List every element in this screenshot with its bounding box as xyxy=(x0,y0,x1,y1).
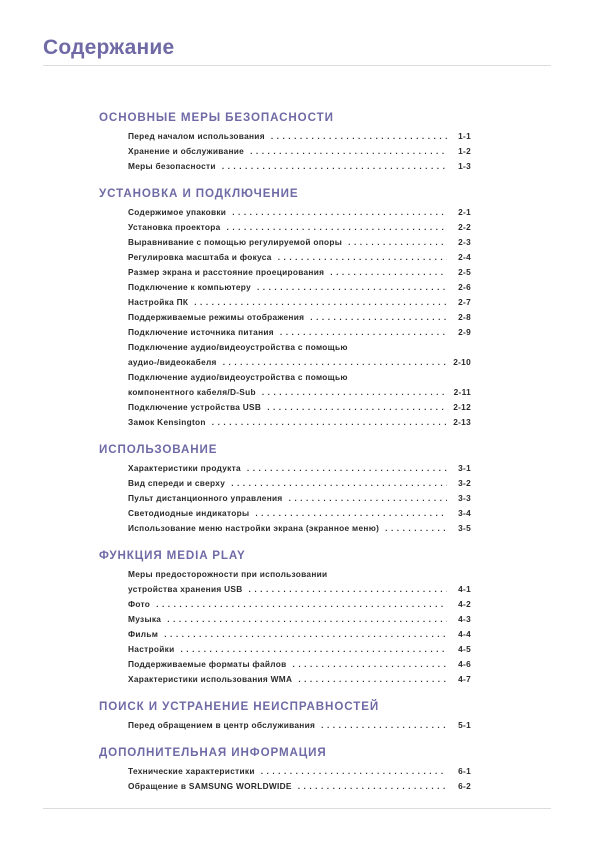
section-title[interactable]: ПОИСК И УСТРАНЕНИЕ НЕИСПРАВНОСТЕЙ xyxy=(99,700,380,713)
dot-leader xyxy=(257,280,447,295)
dot-leader xyxy=(271,129,447,144)
toc-entry-page: 3-2 xyxy=(458,478,471,488)
toc-entry-label: Пульт дистанционного управления xyxy=(128,493,283,503)
toc-entry[interactable] xyxy=(128,764,471,779)
toc-entry-page: 4-6 xyxy=(458,659,471,669)
toc-entry[interactable] xyxy=(128,718,471,733)
toc-entry[interactable] xyxy=(128,220,471,235)
toc-entry-page: 2-3 xyxy=(458,237,471,247)
toc-entry[interactable] xyxy=(128,476,471,491)
toc-entry-label: аудио-/видеокабеля xyxy=(128,357,217,367)
toc-entry-page: 2-12 xyxy=(453,402,471,412)
toc-entry-page: 2-11 xyxy=(453,387,471,397)
toc-entry[interactable] xyxy=(128,370,471,385)
toc-entry[interactable] xyxy=(128,415,471,430)
toc-entry[interactable] xyxy=(128,506,471,521)
toc-entry-label: Светодиодные индикаторы xyxy=(128,508,250,518)
section-entries xyxy=(99,567,471,687)
toc-entry[interactable] xyxy=(128,235,471,250)
toc-entry[interactable] xyxy=(128,627,471,642)
dot-leader xyxy=(298,779,447,794)
toc-entry-page: 4-2 xyxy=(458,599,471,609)
dot-leader xyxy=(227,220,447,235)
toc-entry[interactable] xyxy=(128,597,471,612)
dot-leader xyxy=(212,415,447,430)
dot-leader xyxy=(255,506,447,521)
section-title[interactable]: ОСНОВНЫЕ МЕРЫ БЕЗОПАСНОСТИ xyxy=(99,111,334,124)
toc-entry-label: Характеристики продукта xyxy=(128,463,241,473)
section-title[interactable]: УСТАНОВКА И ПОДКЛЮЧЕНИЕ xyxy=(99,187,299,200)
toc-entry-label: Обращение в SAMSUNG WORLDWIDE xyxy=(128,781,292,791)
dot-leader xyxy=(250,144,447,159)
toc-entry-label: Подключение источника питания xyxy=(128,327,274,337)
toc-entry-label: Использование меню настройки экрана (экранное меню) xyxy=(128,523,380,533)
dot-leader xyxy=(249,582,447,597)
toc-entry[interactable] xyxy=(128,400,471,415)
toc-entry-label: Содержимое упаковки xyxy=(128,207,227,217)
toc-entry[interactable] xyxy=(128,672,471,687)
dot-leader xyxy=(194,295,447,310)
toc-entry-label: Фото xyxy=(128,599,151,609)
toc-entry[interactable] xyxy=(128,144,471,159)
toc-entry[interactable] xyxy=(128,310,471,325)
toc-entry-page: 2-2 xyxy=(458,222,471,232)
toc-entry-label: Выравнивание с помощью регулируемой опоры xyxy=(128,237,343,247)
dot-leader xyxy=(293,657,447,672)
toc-entry-label: Вид спереди и сверху xyxy=(128,478,226,488)
toc-entry-page: 4-7 xyxy=(458,674,471,684)
toc-entry-label: Характеристики использования WMA xyxy=(128,674,293,684)
toc-entry[interactable] xyxy=(128,491,471,506)
toc-entry-label: Поддерживаемые режимы отображения xyxy=(128,312,305,322)
toc-entry-label: Поддерживаемые форматы файлов xyxy=(128,659,287,669)
toc-entry-page: 2-4 xyxy=(458,252,471,262)
toc-entry-page: 6-2 xyxy=(458,781,471,791)
toc-section xyxy=(99,186,471,430)
toc-entry-page: 3-1 xyxy=(458,463,471,473)
dot-leader xyxy=(156,597,447,612)
toc-entry-label: Меры предосторожности при использовании xyxy=(128,569,328,579)
toc-entry-page: 4-3 xyxy=(458,614,471,624)
toc-entry-page: 2-1 xyxy=(458,207,471,217)
toc-entry[interactable] xyxy=(128,612,471,627)
toc-entry-label: Настройки xyxy=(128,644,175,654)
dot-leader xyxy=(280,325,447,340)
toc-section xyxy=(99,699,471,733)
toc-entry-page: 1-3 xyxy=(458,161,471,171)
dot-leader xyxy=(278,250,447,265)
toc-entry[interactable] xyxy=(128,582,471,597)
toc-entry-label: Перед началом использования xyxy=(128,131,265,141)
dot-leader xyxy=(231,476,447,491)
toc-entry-page: 5-1 xyxy=(458,720,471,730)
dot-leader xyxy=(164,627,447,642)
toc-entry-label: Подключение к компьютеру xyxy=(128,282,251,292)
section-entries xyxy=(99,461,471,536)
toc-entry-label: Подключение устройства USB xyxy=(128,402,262,412)
dot-leader xyxy=(223,355,447,370)
footer-divider xyxy=(43,808,551,809)
toc-entry-label: Настройка ПК xyxy=(128,297,189,307)
toc-entry-page: 1-2 xyxy=(458,146,471,156)
toc-entry-page: 2-9 xyxy=(458,327,471,337)
toc-section xyxy=(99,548,471,687)
toc-entry-label: Технические характеристики xyxy=(128,766,255,776)
toc-entry-page: 2-5 xyxy=(458,267,471,277)
dot-leader xyxy=(180,642,447,657)
toc-entry[interactable] xyxy=(128,340,471,355)
toc-section xyxy=(99,110,471,174)
toc-entry-label: Музыка xyxy=(128,614,162,624)
toc-entry-page: 1-1 xyxy=(458,131,471,141)
toc-entry[interactable] xyxy=(128,385,471,400)
section-entries xyxy=(99,764,471,794)
dot-leader xyxy=(267,400,447,415)
toc-entry[interactable] xyxy=(128,295,471,310)
toc-entry-label: Подключение аудио/видеоустройства с помощью xyxy=(128,372,348,382)
dot-leader xyxy=(385,521,447,536)
dot-leader xyxy=(298,672,447,687)
section-entries xyxy=(99,129,471,174)
section-entries xyxy=(99,718,471,733)
toc-entry-label: Хранение и обслуживание xyxy=(128,146,245,156)
toc-entry-page: 2-13 xyxy=(453,417,471,427)
toc-entry-label: Размер экрана и расстояние проецирования xyxy=(128,267,325,277)
toc-entry[interactable] xyxy=(128,250,471,265)
toc-entry-label: Регулировка масштаба и фокуса xyxy=(128,252,272,262)
toc-entry[interactable] xyxy=(128,355,471,370)
title-divider xyxy=(43,65,551,66)
toc-entry[interactable] xyxy=(128,159,471,174)
toc-entry[interactable] xyxy=(128,280,471,295)
dot-leader xyxy=(232,205,447,220)
toc-entry-label: устройства хранения USB xyxy=(128,584,243,594)
section-title[interactable]: ИСПОЛЬЗОВАНИЕ xyxy=(99,443,218,456)
toc-section xyxy=(99,442,471,536)
dot-leader xyxy=(330,265,447,280)
toc-entry-label: Меры безопасности xyxy=(128,161,216,171)
dot-leader xyxy=(222,159,447,174)
toc-section xyxy=(99,745,471,794)
toc-entry-page: 6-1 xyxy=(458,766,471,776)
toc-entry-page: 4-4 xyxy=(458,629,471,639)
dot-leader xyxy=(310,310,447,325)
toc-entry[interactable] xyxy=(128,642,471,657)
toc-entry[interactable] xyxy=(128,521,471,536)
toc-entry-page: 3-3 xyxy=(458,493,471,503)
toc-entry[interactable] xyxy=(128,567,471,582)
section-entries xyxy=(99,205,471,430)
toc-entry-label: Фильм xyxy=(128,629,159,639)
toc-entry[interactable] xyxy=(128,325,471,340)
toc-entry-page: 2-7 xyxy=(458,297,471,307)
toc-entry[interactable] xyxy=(128,657,471,672)
toc-entry[interactable] xyxy=(128,265,471,280)
toc-entry-label: Установка проектора xyxy=(128,222,221,232)
dot-leader xyxy=(289,491,447,506)
toc-entry[interactable] xyxy=(128,205,471,220)
toc-entry[interactable] xyxy=(128,461,471,476)
dot-leader xyxy=(247,461,447,476)
toc-entry-label: Замок Kensington xyxy=(128,417,206,427)
toc-entry-page: 2-8 xyxy=(458,312,471,322)
section-title[interactable]: ДОПОЛНИТЕЛЬНАЯ ИНФОРМАЦИЯ xyxy=(99,746,327,759)
dot-leader xyxy=(167,612,447,627)
toc-entry-label: Перед обращением в центр обслуживания xyxy=(128,720,316,730)
toc-entry-page: 4-5 xyxy=(458,644,471,654)
toc-entry-page: 2-6 xyxy=(458,282,471,292)
toc-entry-label: компонентного кабеля/D-Sub xyxy=(128,387,256,397)
toc-entry-page: 3-4 xyxy=(458,508,471,518)
page-title: Содержание xyxy=(43,36,175,59)
toc-entry-label: Подключение аудио/видеоустройства с помощью xyxy=(128,342,348,352)
dot-leader xyxy=(321,718,447,733)
dot-leader xyxy=(348,235,447,250)
toc-entry[interactable] xyxy=(128,129,471,144)
dot-leader xyxy=(262,385,447,400)
dot-leader xyxy=(261,764,447,779)
table-of-contents xyxy=(99,110,471,806)
toc-entry-page: 3-5 xyxy=(458,523,471,533)
toc-entry[interactable] xyxy=(128,779,471,794)
section-title[interactable]: ФУНКЦИЯ MEDIA PLAY xyxy=(99,549,246,562)
toc-entry-page: 2-10 xyxy=(453,357,471,367)
toc-entry-page: 4-1 xyxy=(458,584,471,594)
